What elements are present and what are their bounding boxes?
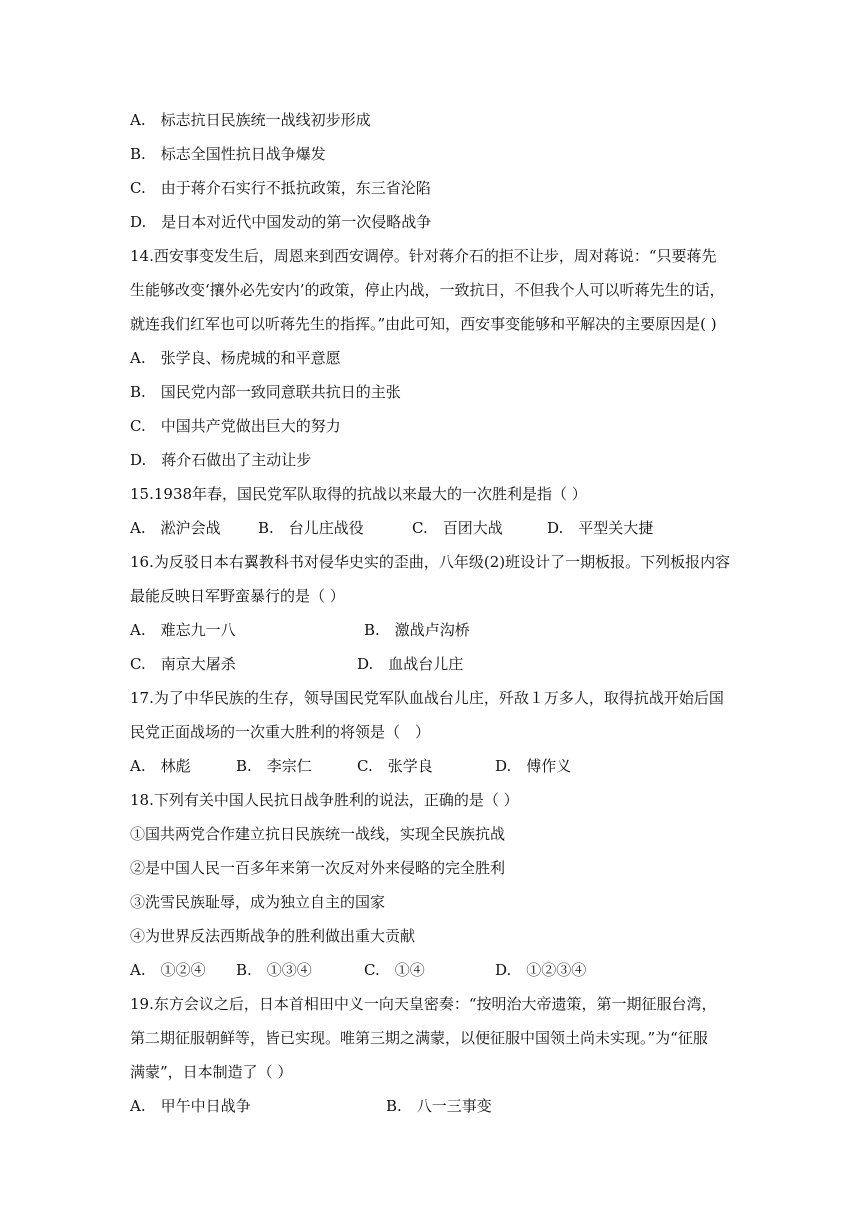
- q14-option-c: C. 中国共产党做出巨大的努力: [130, 417, 341, 435]
- q16-stem-line-2: 最能反映日军野蛮暴行的是（ ）: [130, 587, 345, 605]
- q15-option-a: A. 淞沪会战: [130, 519, 221, 537]
- q19-option-a: A. 甲午中日战争: [130, 1097, 251, 1115]
- q17-option-d: D. 傅作义: [495, 757, 572, 775]
- q19-option-b: B. 八一三事变: [386, 1097, 492, 1115]
- q18-statement-3: ③洗雪民族耻辱，成为独立自主的国家: [130, 893, 386, 911]
- q14-option-b: B. 国民党内部一致同意联共抗日的主张: [130, 383, 401, 401]
- q13-option-a: A. 标志抗日民族统一战线初步形成: [130, 111, 371, 129]
- q14-option-d: D. 蒋介石做出了主动让步: [130, 451, 312, 469]
- q14-stem-line-2: 生能够改变‘攘外必先安内’的政策，停止内战，一致抗日，不但我个人可以听蒋先生的话，: [130, 281, 725, 299]
- q15-option-d: D. 平型关大捷: [547, 519, 654, 537]
- q16-option-c: C. 南京大屠杀: [130, 655, 236, 673]
- q18-option-a: A. ①②④: [130, 961, 206, 979]
- q13-option-d: D. 是日本对近代中国发动的第一次侵略战争: [130, 213, 432, 231]
- q14-stem-line-1: 14.西安事变发生后，周恩来到西安调停。针对蒋介石的拒不让步，周对蒋说：“只要蒋先: [130, 247, 717, 265]
- q18-option-c: C. ①④: [364, 961, 425, 979]
- q19-stem-line-2: 第二期征服朝鲜等，皆已实现。唯第三期之满蒙，以便征服中国领土尚未实现。”为“征服: [130, 1029, 708, 1047]
- q17-option-a: A. 林彪: [130, 757, 191, 775]
- q17-option-c: C. 张学良: [357, 757, 433, 775]
- q16-option-b: B. 激战卢沟桥: [364, 621, 470, 639]
- q15-stem: 15.1938年春，国民党军队取得的抗战以来最大的一次胜利是指（ ）: [130, 485, 587, 503]
- q13-option-b: B. 标志全国性抗日战争爆发: [130, 145, 326, 163]
- q16-option-a: A. 难忘九一八: [130, 621, 236, 639]
- q18-statement-4: ④为世界反法西斯战争的胜利做出重大贡献: [130, 927, 416, 945]
- q13-option-c: C. 由于蒋介石实行不抵抗政策，东三省沦陷: [130, 179, 431, 197]
- q19-stem-line-3: 满蒙”，日本制造了（ ）: [130, 1063, 293, 1081]
- q16-option-d: D. 血战台儿庄: [357, 655, 464, 673]
- q18-statement-1: ①国共两党合作建立抗日民族统一战线，实现全民族抗战: [130, 825, 506, 843]
- q17-option-b: B. 李宗仁: [236, 757, 312, 775]
- q18-stem: 18.下列有关中国人民抗日战争胜利的说法，正确的是（ ）: [130, 791, 519, 809]
- q17-stem-line-1: 17.为了中华民族的生存，领导国民党军队血战台儿庄，歼敌１万多人，取得抗战开始后国: [130, 689, 724, 707]
- q14-stem-line-3: 就连我们红军也可以听蒋先生的指挥。”由此可知，西安事变能够和平解决的主要原因是( ): [130, 315, 717, 333]
- q14-option-a: A. 张学良、杨虎城的和平意愿: [130, 349, 341, 367]
- q18-option-b: B. ①③④: [236, 961, 312, 979]
- q15-option-c: C. 百团大战: [412, 519, 503, 537]
- q15-option-b: B. 台儿庄战役: [258, 519, 364, 537]
- q19-stem-line-1: 19.东方会议之后，日本首相田中义一向天皇密奏：“按明治大帝遗策，第一期征服台湾，: [130, 995, 717, 1013]
- q17-stem-line-2: 民党正面战场的一次重大胜利的将领是（ ）: [130, 723, 431, 741]
- q16-stem-line-1: 16.为反驳日本右翼教科书对侵华史实的歪曲，八年级(2)班设计了一期板报。下列板报内容: [130, 553, 731, 571]
- q18-option-d: D. ①②③④: [495, 961, 587, 979]
- q18-statement-2: ②是中国人民一百多年来第一次反对外来侵略的完全胜利: [130, 859, 506, 877]
